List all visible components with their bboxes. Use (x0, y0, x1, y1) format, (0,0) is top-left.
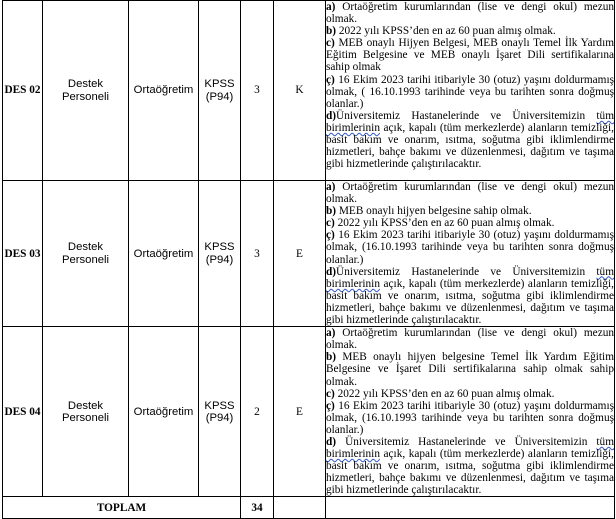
qualifications (326, 327, 615, 497)
spellcheck-underline: tüm birimlerinin (326, 435, 614, 461)
exam-type (199, 327, 241, 497)
position-code: DES 02 (3, 1, 43, 181)
education-level: Ortaöğretim (129, 327, 199, 497)
spellcheck-underline: tüm birimlerinin (326, 265, 614, 290)
quota: 3 (241, 1, 274, 181)
qualification-a: a) Ortaöğretim kurumlarından (lise ve dengi okul) mezun olmak. (326, 327, 614, 352)
exam-score-type: (P94) (205, 90, 234, 103)
gender: K (274, 1, 326, 181)
qualification-a: a) Ortaöğretim kurumlarından (lise ve dengi okul) mezun olmak. (326, 181, 614, 206)
total-row (3, 497, 615, 519)
qualification-cedilla: ç) 16 Ekim 2023 tarihi itibariyle 30 (otuz) yaşını doldurmamış olmak, (16.10.1993 tarihinde veya bu tarihten sonra doğmuş olanlar.) (326, 229, 614, 266)
exam-score-type: (P94) (205, 253, 234, 266)
gender: E (274, 181, 326, 327)
exam-name: KPSS (204, 241, 235, 254)
total-label: TOPLAM (3, 497, 241, 519)
empty-cell (274, 497, 326, 519)
exam-type (199, 1, 241, 181)
quota: 2 (241, 327, 274, 497)
table-row (3, 181, 615, 327)
table-row (3, 327, 615, 497)
position-title: Destek Personeli (43, 327, 129, 497)
table-row (3, 1, 615, 181)
qualification-c: c) 2022 yılı KPSS’den en az 60 puan almış olmak. (326, 217, 555, 230)
education-level: Ortaöğretim (129, 1, 199, 181)
qualifications (326, 181, 615, 327)
qualification-c: c) MEB onaylı Hijyen Belgesi, MEB onaylı Temel İlk Yardım Eğitim Belgesine ve MEB onaylı İşaret Dili sertifikalarına sahip olmak (326, 37, 614, 74)
position-code: DES 04 (3, 327, 43, 497)
quota: 3 (241, 181, 274, 327)
qualification-d: d) Üniversitemiz Hastanelerinde ve Üniversitemizin tüm birimlerinin açık, kapalı (tüm merkezlerde) alanların temizliği, basit bakım ve onarım, ısıtma, soğutma gibi iklimlendirme hizmetleri, bahçe bakımı ve düzenlenmesi, dağıtım ve taşıma gibi hizmetlerinde çalıştırılacaktır. (326, 435, 614, 497)
qualification-d: d)Üniversitemiz Hastanelerinde ve Üniversitemizin tüm birimlerinin açık, kapalı (tüm merkezlerde) alanların temizliği, basit bakım ve onarım, ısıtma, soğutma gibi iklimlendirme hizmetleri, bahçe bakımı ve düzenlenmesi, dağıtım ve taşıma gibi hizmetlerinde çalıştırılacaktır. (326, 109, 614, 171)
qualification-d: d)Üniversitemiz Hastanelerinde ve Üniversitemizin tüm birimlerinin açık, kapalı (tüm merkezlerde) alanların temizliği, basit bakım ve onarım, ısıtma, soğutma gibi iklimlendirme hizmetleri, bahçe bakımı ve düzenlenmesi, dağıtım ve taşıma gibi hizmetlerinde çalıştırılacaktır. (326, 265, 614, 327)
exam-name: KPSS (204, 399, 235, 412)
qualification-cedilla: ç) 16 Ekim 2023 tarihi itibariyle 30 (otuz) yaşını doldurmamış olmak, (16.10.1993 tarihinde veya bu tarihten sonra doğmuş olanlar.) (326, 399, 614, 436)
position-code: DES 03 (3, 181, 43, 327)
qualification-a: a) Ortaöğretim kurumlarından (lise ve dengi okul) mezun olmak. (326, 1, 614, 26)
empty-cell (326, 497, 615, 519)
positions-table (2, 0, 615, 519)
education-level: Ortaöğretim (129, 181, 199, 327)
qualifications (326, 1, 615, 181)
spellcheck-underline: tüm birimlerinin (326, 109, 614, 134)
exam-name: KPSS (204, 78, 235, 91)
exam-score-type: (P94) (205, 411, 234, 424)
qualification-cedilla: ç) 16 Ekim 2023 tarihi itibariyle 30 (otuz) yaşını doldurmamış olmak, ( 16.10.1993 tarihinde veya bu tarihten sonra doğmuş olanlar.) (326, 73, 614, 110)
position-title: Destek Personeli (43, 1, 129, 181)
total-value: 34 (241, 497, 274, 519)
qualification-b: b) MEB onaylı hijyen belgesine sahip olmak. (326, 205, 532, 218)
qualification-c: c) 2022 yılı KPSS’den en az 60 puan almış olmak. (326, 387, 555, 400)
gender: E (274, 327, 326, 497)
position-title: Destek Personeli (43, 181, 129, 327)
qualification-b: b) MEB onaylı hijyen belgesine Temel İlk Yardım Eğitim Belgesine ve İşaret Dili sertifikalarına sahip olmak sahip olmak. (326, 351, 614, 388)
qualification-b: b) 2022 yılı KPSS’den en az 60 puan almış olmak. (326, 25, 556, 38)
exam-type (199, 181, 241, 327)
